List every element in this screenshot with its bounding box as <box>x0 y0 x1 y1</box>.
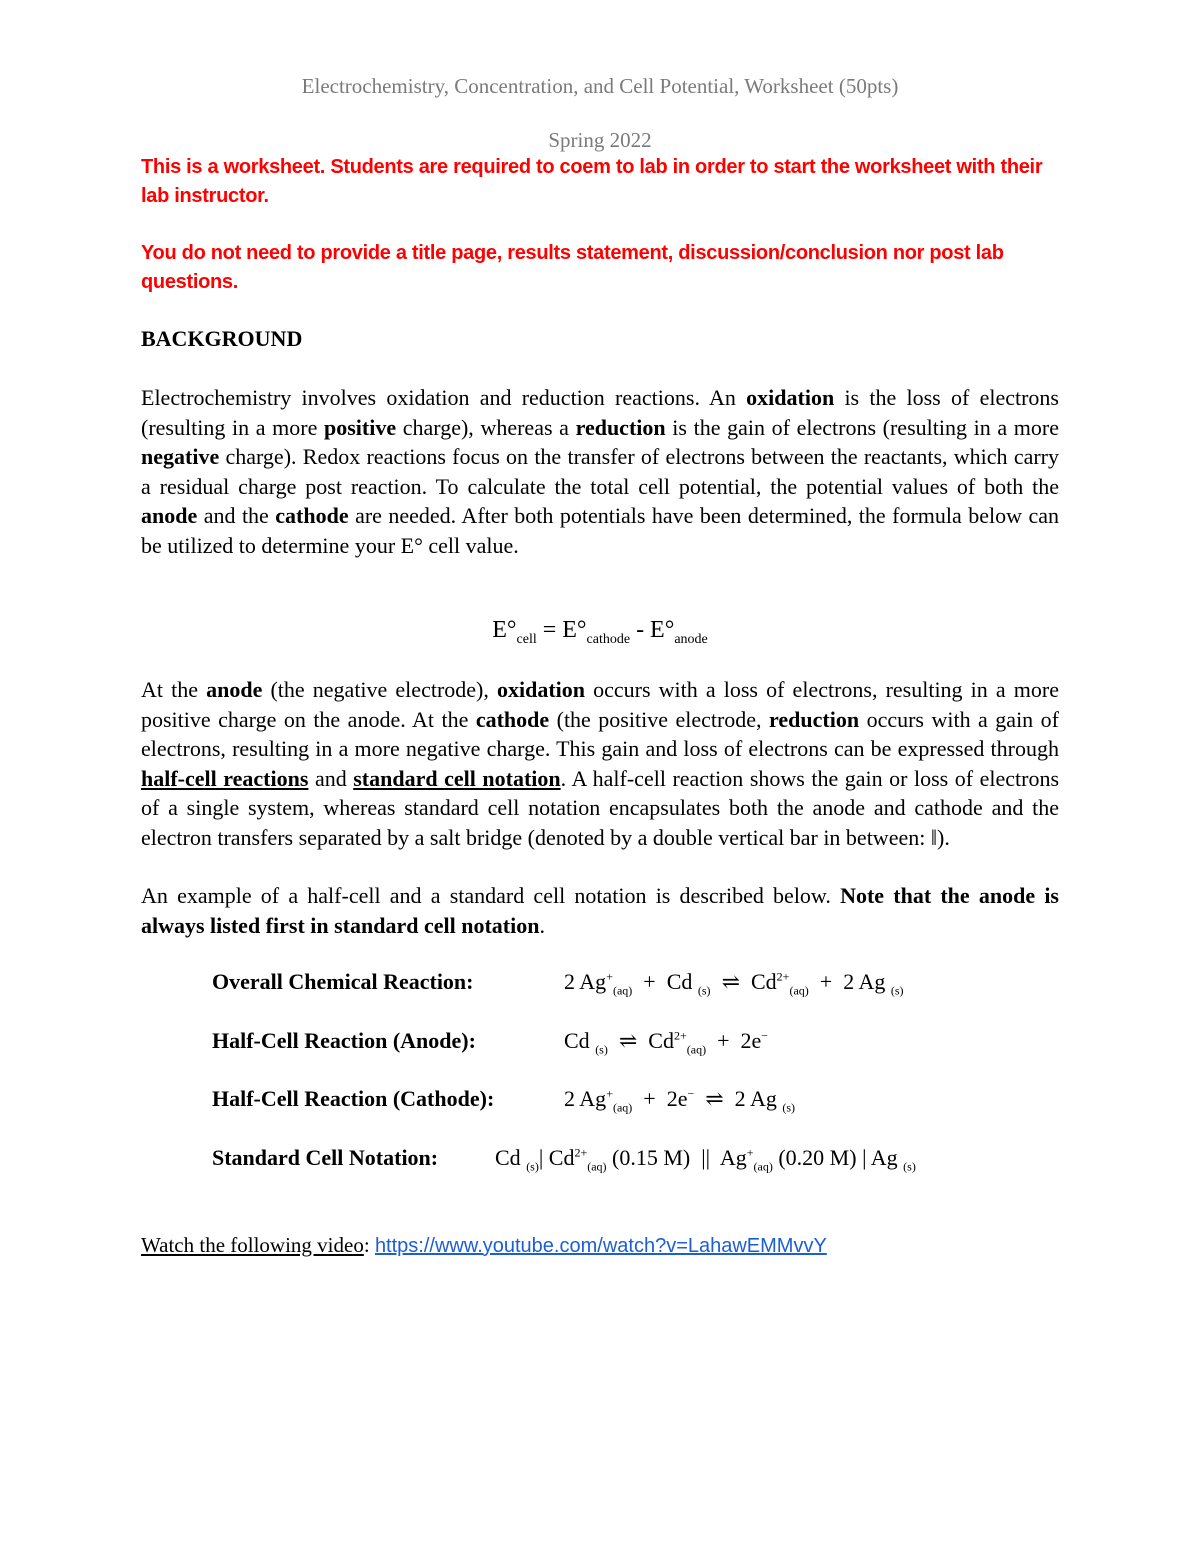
worksheet-title: Electrochemistry, Concentration, and Cell Potential, Worksheet (50pts) <box>301 74 899 98</box>
background-paragraph-3: An example of a half-cell and a standard cell notation is described below. Note that the anode is always listed first in standard cell notation. <box>141 883 1059 938</box>
video-label: Watch the following video <box>141 1233 364 1257</box>
cathode-reaction-label: Half-Cell Reaction (Cathode): <box>212 1086 495 1111</box>
anode-reaction-equation: Cd $_{(s)}$ ⇌ $Cd^{2+}_{(aq)} + 2e^-$ <box>564 1028 769 1057</box>
cell-notation-equation: Cd $_{(s)}$| $Cd^{2+}_{(aq)}$ (0.15 M) || $Ag^+_{(aq)}$ (0.20 M) | Ag $_{(s)}$ <box>495 1145 916 1174</box>
video-link[interactable]: https://www.youtube.com/watch?v=LahawEMMvvY <box>374 1235 827 1257</box>
overall-reaction-equation: 2 $Ag^+_{(aq)} + Cd$ $_{(s)}$ ⇌ $Cd^{2+}_{(aq)} + 2$ Ag $_{(s)}$ <box>564 969 904 998</box>
cathode-reaction-equation: 2 $Ag^+_{(aq)} + 2e^-$ ⇌ 2 Ag $_{(s)}$ <box>564 1086 796 1115</box>
overall-reaction-label: Overall Chemical Reaction: <box>212 969 474 994</box>
cell-notation-label: Standard Cell Notation: <box>212 1145 439 1170</box>
background-paragraph-1: Electrochemistry involves oxidation and reduction reactions. An oxidation is the loss of electrons (resulting in a more positive charge), whereas a reduction is the gain of electrons (resulting in a more negative charge). Redox reactions focus on the transfer of electrons between the reactants, which carry a residual charge post reaction. To calculate the total cell potential, the potential values of both the anode and the cathode are needed. After both potentials have been determined, the formula below can be utilized to determine your E° cell value. <box>141 385 1059 558</box>
notice-line-2: You do not need to provide a title page, results statement, discussion/conclusion nor post lab questions. <box>141 242 1004 293</box>
background-paragraph-2: At the anode (the negative electrode), oxidation occurs with a loss of electrons, resulting in a more positive charge on the anode. At the cathode (the positive electrode, reduction occurs with a gain of electrons, resulting in a more negative charge. This gain and loss of electrons can be expressed through half-cell reactions and standard cell notation. A half-cell reaction shows the gain or loss of electrons of a single system, whereas standard cell notation encapsulates both the anode and cathode and the electron transfers separated by a salt bridge (denoted by a double vertical bar in between: ‖). <box>141 677 1060 850</box>
cell-potential-formula: $E^\circ_{cell} = E^\circ_{cathode} - E^\circ_{anode}$ <box>492 617 708 647</box>
notice-line-1: This is a worksheet. Students are required to coem to lab in order to start the worksheet with their lab instructor. <box>141 156 1043 207</box>
background-heading: BACKGROUND <box>141 326 303 351</box>
term-label: Spring 2022 <box>548 128 652 152</box>
anode-reaction-label: Half-Cell Reaction (Anode): <box>212 1028 476 1053</box>
video-line: Watch the following video: https://www.youtube.com/watch?v=LahawEMMvvY <box>141 1233 827 1257</box>
